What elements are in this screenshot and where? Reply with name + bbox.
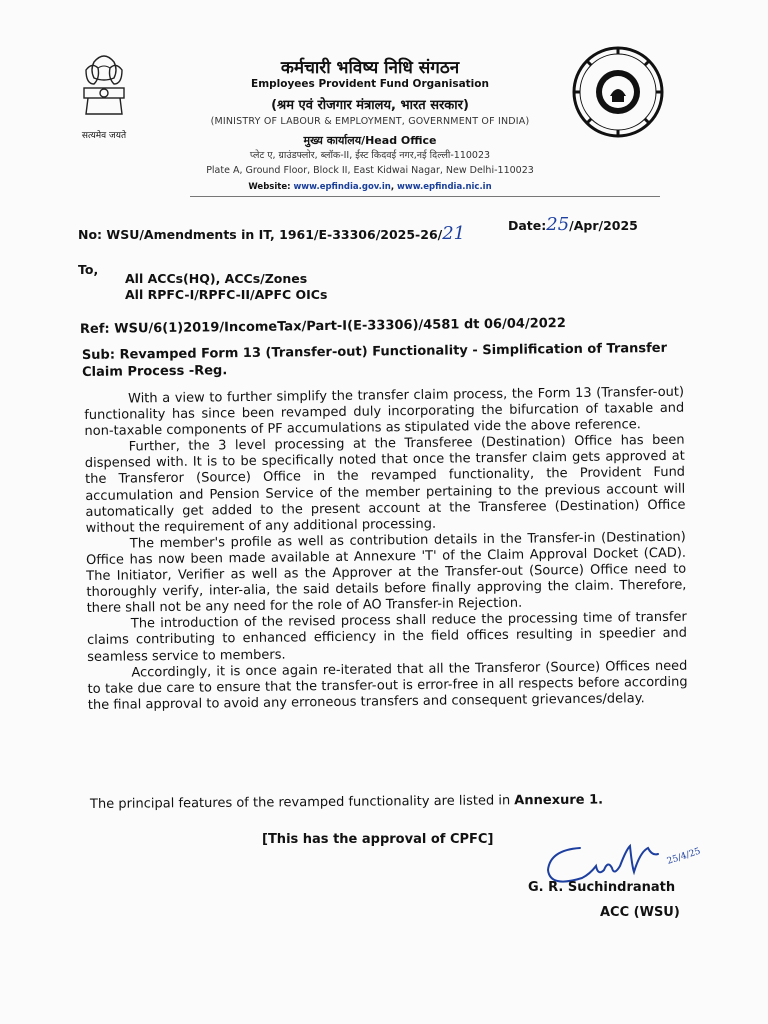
epfo-seal-icon xyxy=(572,46,664,138)
principal-features-line xyxy=(90,793,603,812)
date-handwritten-day: 25 xyxy=(546,214,570,235)
subject-line: Sub: Revamped Form 13 (Transfer-out) Functionality - Simplification of Transfer Claim Process -Reg. xyxy=(81,340,668,380)
ministry-hindi: (श्रम एवं रोजगार मंत्रालय, भारत सरकार) xyxy=(271,98,469,113)
signer-name: G. R. Suchindranath xyxy=(528,880,676,895)
org-name-english: Employees Provident Fund Organisation xyxy=(251,78,489,90)
addressee-line-2: All RPFC-I/RPFC-II/APFC OICs xyxy=(125,287,328,302)
epfo-logo xyxy=(572,46,664,138)
ministry-english: (MINISTRY OF LABOUR & EMPLOYMENT, GOVERNMENT OF INDIA) xyxy=(210,116,530,127)
body-paragraph: Further, the 3 level processing at the Transferee (Destination) Office has been dispensed with. It is to be specifically noted that once the transfer claim gets approved at the Transferor (Source) Office in the revamped functionality, the Provident Fund accumulation and Pension Service of the member pertaining to the previous account will automatically get added to the present account at the Transferee (Destination) Office without the requirement of any additional processing. xyxy=(84,432,686,536)
approval-note: [This has the approval of CPFC] xyxy=(262,832,494,847)
body-paragraph: With a view to further simplify the transfer claim process, the Form 13 (Transfer-out) functionality has since been revamped duly incorporating the bifurcation of taxable and non-taxable components of PF accumulations as stipulated vide the above reference. xyxy=(84,384,685,440)
address-hindi: प्लेट ए, ग्राउंडफ्लोर, ब्लॉक-II, ईस्ट किदवई नगर,नई दिल्ली-110023 xyxy=(249,150,491,161)
letter-number-handwritten: 21 xyxy=(442,223,466,244)
website-line xyxy=(190,182,550,192)
website-prefix: Website: xyxy=(248,182,294,192)
body-paragraph: The member's profile as well as contribution details in the Transfer-in (Destination) Office has now been made available at Annexure 'T' of the Claim Approval Docket (CAD). The Initiator, Verifier as well as the Approver at the Transfer-out (Source) Office need to thoroughly verify, inter-alia, the said details before finally approving the claim. Therefore, there shall not be any need for the role of AO Transfer-in Rejection. xyxy=(85,529,687,617)
annexure-reference: Annexure 1. xyxy=(514,792,604,809)
body-paragraph: The introduction of the revised process shall reduce the processing time of transfer claims contributing to enhanced efficiency in the field offices resulting in speedier and seamless service to members. xyxy=(86,609,688,665)
letter-body xyxy=(84,385,688,714)
head-office-label: मुख्य कार्यालय/Head Office xyxy=(303,134,437,147)
website-separator: , xyxy=(390,182,398,192)
signature-date: 25/4/25 xyxy=(665,846,702,867)
date-prefix: Date: xyxy=(508,218,547,233)
header-divider xyxy=(190,196,660,197)
ashoka-lion-icon xyxy=(68,48,140,128)
org-name-hindi: कर्मचारी भविष्य निधि संगठन xyxy=(280,58,460,78)
emblem-motto: सत्यमेव जयते xyxy=(81,131,127,141)
website-link-nic[interactable]: www.epfindia.nic.in xyxy=(397,182,492,192)
date-suffix: /Apr/2025 xyxy=(569,218,638,233)
website-link-gov[interactable]: www.epfindia.gov.in xyxy=(293,182,391,192)
to-label: To, xyxy=(78,262,99,277)
addressee-line-1: All ACCs(HQ), ACCs/Zones xyxy=(125,271,308,286)
body-paragraph: Accordingly, it is once again re-iterated that all the Transferor (Source) Offices need to take due care to ensure that the transfer-out is error-free in all respects before according the final approval to avoid any erroneous transfers and consequent grievances/delay. xyxy=(87,658,688,713)
letter-date xyxy=(508,214,638,235)
signer-designation: ACC (WSU) xyxy=(600,905,680,920)
reference-line: Ref: WSU/6(1)2019/IncomeTax/Part-I(E-33306)/4581 dt 06/04/2022 xyxy=(79,316,566,337)
letter-number xyxy=(78,223,465,244)
national-emblem xyxy=(68,48,140,140)
letter-number-printed: No: WSU/Amendments in IT, 1961/E-33306/2025-26/ xyxy=(78,227,443,242)
address-english: Plate A, Ground Floor, Block II, East Kidwai Nagar, New Delhi-110023 xyxy=(206,165,534,176)
principal-text: The principal features of the revamped functionality are listed in xyxy=(89,793,515,812)
